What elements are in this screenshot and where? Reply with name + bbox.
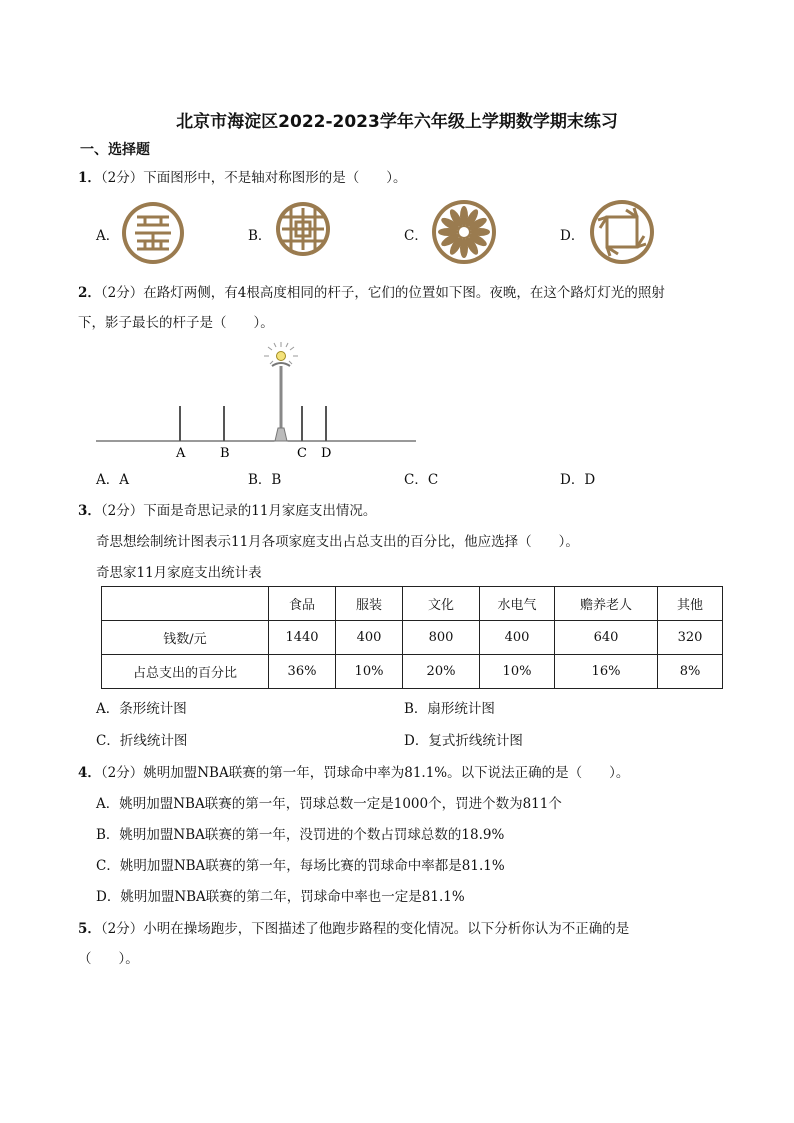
table-cell: 36%	[269, 655, 336, 689]
question-number: 2．	[78, 285, 101, 301]
question-text: （2分）在路灯两侧，有4根高度相同的杆子，它们的位置如下图。夜晚，在这个路灯灯光的照射	[100, 285, 665, 301]
question-5	[78, 917, 629, 937]
table-cell: 800	[403, 621, 480, 655]
table-caption: 奇思家11月家庭支出统计表	[96, 565, 262, 581]
table-cell: 10%	[336, 655, 403, 689]
table-cell: 320	[658, 621, 723, 655]
question-2-line2: 下，影子最长的杆子是（ ）。	[78, 315, 274, 331]
question-5-line2: （ ）。	[78, 951, 139, 967]
row-label: 钱数/元	[102, 621, 269, 655]
question-number: 5．	[78, 921, 101, 937]
pattern-a-icon	[120, 200, 186, 266]
question-number: 3．	[78, 503, 101, 519]
header-cell	[102, 587, 269, 621]
q4-option-c: C．姚明加盟NBA联赛的第一年，每场比赛的罚球命中率都是81.1%	[96, 858, 505, 874]
header-cell: 文化	[403, 587, 480, 621]
pattern-b-icon	[274, 200, 332, 258]
q4-option-b: B．姚明加盟NBA联赛的第一年，没罚进的个数占罚球总数的18.9%	[96, 827, 505, 843]
q1-option-d-label: D．	[560, 228, 585, 244]
q3-option-a: A．条形统计图	[96, 701, 187, 717]
q2-option-a: A．A	[96, 472, 129, 488]
question-text: （2分）下面图形中，不是轴对称图形的是（ ）。	[100, 170, 407, 186]
q3-option-c: C．折线统计图	[96, 733, 188, 749]
header-cell: 其他	[658, 587, 723, 621]
table-row	[102, 655, 723, 689]
q4-option-a: A．姚明加盟NBA联赛的第一年，罚球总数一定是1000个，罚进个数为811个	[96, 796, 562, 812]
table-cell: 400	[336, 621, 403, 655]
streetlight-icon	[264, 342, 298, 441]
table-cell: 10%	[480, 655, 555, 689]
header-cell: 水电气	[480, 587, 555, 621]
q2-option-c: C．C	[404, 472, 439, 488]
label-b: B	[220, 446, 230, 461]
label-a: A	[176, 446, 186, 461]
q4-option-d: D．姚明加盟NBA联赛的第二年，罚球命中率也一定是81.1%	[96, 889, 465, 905]
q1-option-c-label: C．	[404, 228, 428, 244]
header-cell: 食品	[269, 587, 336, 621]
table-cell: 8%	[658, 655, 723, 689]
question-number: 1．	[78, 170, 101, 186]
label-d: D	[321, 446, 332, 461]
question-3-sub: 奇思想绘制统计图表示11月各项家庭支出占总支出的百分比，他应选择（ ）。	[96, 534, 579, 550]
question-1	[78, 166, 407, 186]
header-cell: 服装	[336, 587, 403, 621]
table-cell: 1440	[269, 621, 336, 655]
q3-option-b: B．扇形统计图	[404, 701, 495, 717]
row-label: 占总支出的百分比	[102, 655, 269, 689]
question-text: （2分）姚明加盟NBA联赛的第一年，罚球命中率为81.1%。以下说法正确的是（ ）。	[100, 765, 630, 781]
table-cell: 20%	[403, 655, 480, 689]
expense-table	[101, 586, 723, 689]
header-cell: 赡养老人	[555, 587, 658, 621]
q1-option-a-label: A．	[96, 228, 120, 244]
page-title: 北京市海淀区2022-2023学年六年级上学期数学期末练习	[176, 112, 618, 132]
table-cell: 400	[480, 621, 555, 655]
question-4	[78, 761, 629, 781]
question-number: 4．	[78, 765, 101, 781]
streetlight-diagram	[96, 336, 416, 466]
pattern-c-icon	[430, 198, 498, 266]
q3-option-d: D．复式折线统计图	[404, 733, 523, 749]
question-3	[78, 499, 376, 519]
label-c: C	[297, 446, 307, 461]
question-text: （2分）下面是奇思记录的11月家庭支出情况。	[100, 503, 377, 519]
table-cell: 16%	[555, 655, 658, 689]
question-2	[78, 281, 665, 301]
table-header-row	[102, 587, 723, 621]
table-row	[102, 621, 723, 655]
pattern-d-icon	[588, 198, 656, 266]
table-cell: 640	[555, 621, 658, 655]
section-heading: 一、选择题	[80, 142, 150, 158]
question-text: （2分）小明在操场跑步，下图描述了他跑步路程的变化情况。以下分析你认为不正确的是	[100, 921, 630, 937]
q1-option-b-label: B．	[248, 228, 272, 244]
q2-option-d: D．D	[560, 472, 596, 488]
q2-option-b: B．B	[248, 472, 282, 488]
